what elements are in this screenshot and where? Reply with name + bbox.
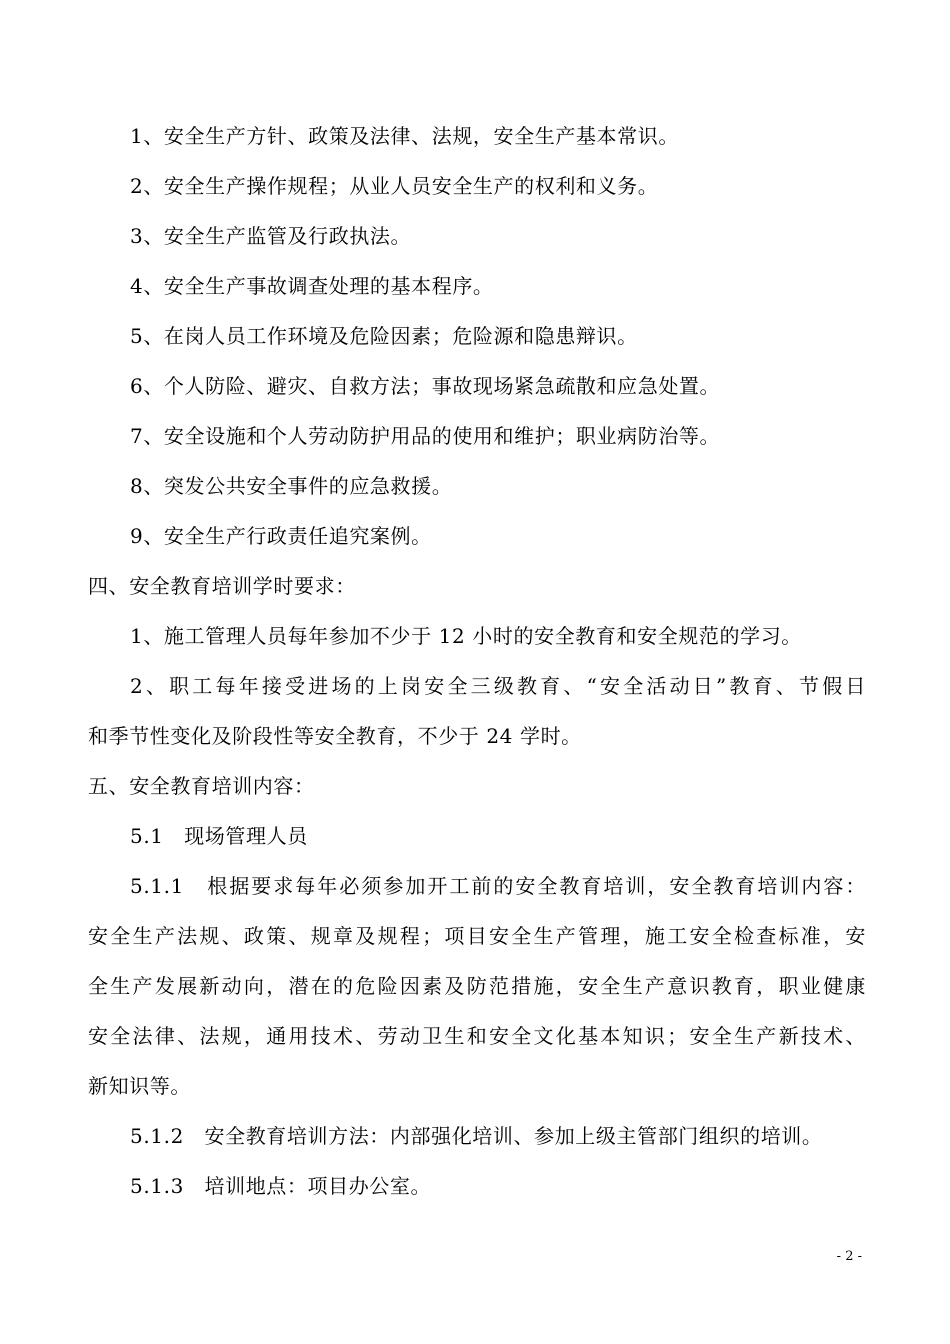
- section-4-heading: 四、安全教育培训学时要求：: [88, 574, 356, 598]
- page-number: - 2 -: [836, 1249, 862, 1264]
- list-item-5: 5、在岗人员工作环境及危险因素；危险源和隐患辩识。: [130, 324, 638, 348]
- subsection-5-1-3: 5.1.3 培训地点：项目办公室。: [130, 1174, 432, 1198]
- section-4-item-2-line-2: 和季节性变化及阶段性等安全教育，不少于 24 学时。: [88, 724, 582, 748]
- list-item-3: 3、安全生产监管及行政执法。: [130, 224, 412, 248]
- subsection-5-1-1-line-5: 新知识等。: [88, 1074, 191, 1098]
- subsection-5-1-1-line-2: 安全生产法规、政策、规章及规程；项目安全生产管理，施工安全检查标准，安: [88, 924, 866, 948]
- list-item-4: 4、安全生产事故调查处理的基本程序。: [130, 274, 494, 298]
- list-item-1: 1、安全生产方针、政策及法律、法规，安全生产基本常识。: [130, 124, 679, 148]
- subsection-5-1: 5.1 现场管理人员: [130, 824, 308, 848]
- subsection-5-1-1-line-3: 全生产发展新动向，潜在的危险因素及防范措施，安全生产意识教育，职业健康: [88, 974, 866, 998]
- list-item-6: 6、个人防险、避灾、自救方法；事故现场紧急疏散和应急处置。: [130, 374, 721, 398]
- list-item-9: 9、安全生产行政责任追究案例。: [130, 524, 432, 548]
- list-item-2: 2、安全生产操作规程；从业人员安全生产的权利和义务。: [130, 174, 659, 198]
- list-item-8: 8、突发公共安全事件的应急救援。: [130, 474, 453, 498]
- subsection-5-1-1-line-1: 5.1.1 根据要求每年必须参加开工前的安全教育培训，安全教育培训内容：: [130, 874, 866, 898]
- section-5-heading: 五、安全教育培训内容：: [88, 774, 315, 798]
- section-4-item-1: 1、施工管理人员每年参加不少于 12 小时的安全教育和安全规范的学习。: [130, 624, 802, 648]
- subsection-5-1-1-line-4: 安全法律、法规，通用技术、劳动卫生和安全文化基本知识；安全生产新技术、: [88, 1024, 866, 1048]
- section-4-item-2-line-1: 2、职工每年接受进场的上岗安全三级教育、“安全活动日”教育、节假日: [130, 674, 866, 698]
- list-item-7: 7、安全设施和个人劳动防护用品的使用和维护；职业病防治等。: [130, 424, 721, 448]
- subsection-5-1-2: 5.1.2 安全教育培训方法：内部强化培训、参加上级主管部门组织的培训。: [130, 1124, 823, 1148]
